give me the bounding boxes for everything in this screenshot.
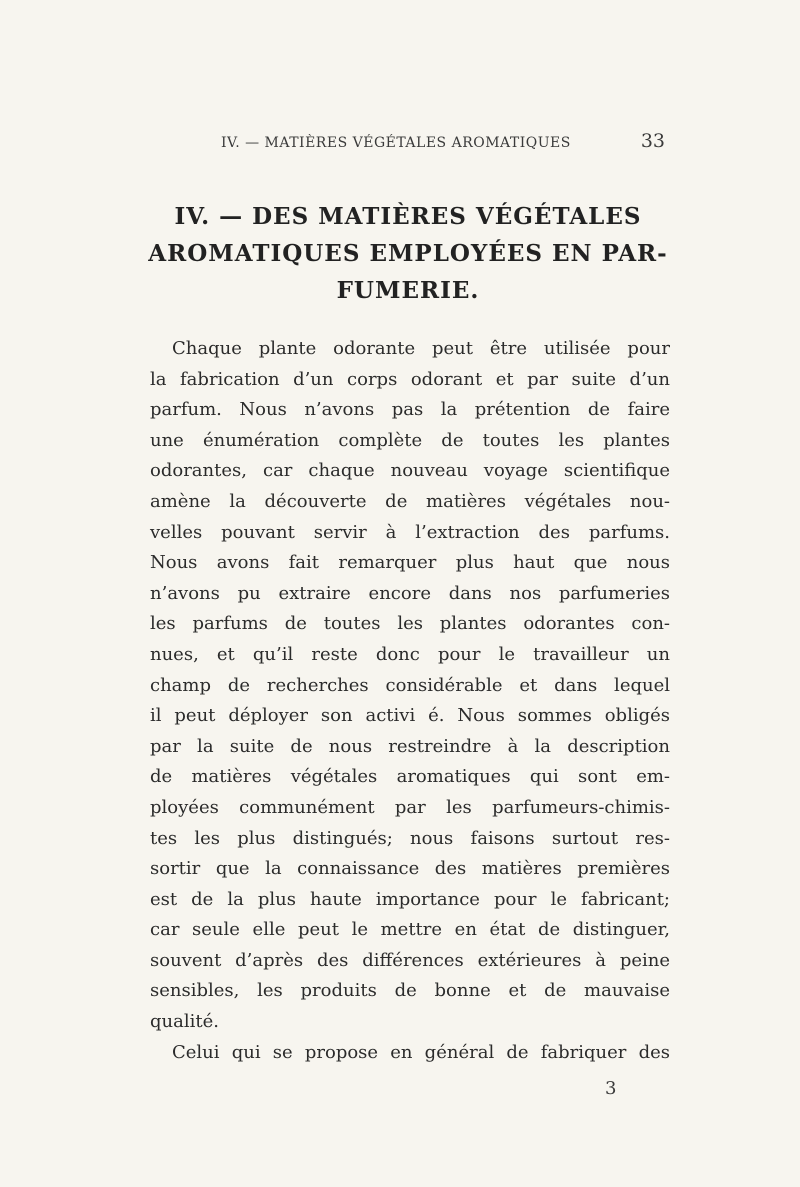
page-number: 33 — [640, 130, 665, 152]
text-line: il peut déployer son activi é. Nous sommes obligés — [150, 705, 670, 727]
text-line: une énumération complète de toutes les plantes — [150, 429, 670, 451]
text-line: de matières végétales aromatiques qui sont em- — [150, 766, 670, 788]
signature-mark: 3 — [605, 1078, 617, 1099]
text-line: car seule elle peut le mettre en état de distinguer, — [150, 919, 670, 941]
text-line: ployées communément par les parfumeurs-chimis- — [150, 796, 670, 818]
text-line: Chaque plante odorante peut être utilisée pour — [172, 338, 670, 359]
running-head-title: IV. — MATIÈRES VÉGÉTALES AROMATIQUES — [221, 135, 571, 151]
text-line: tes les plus distingués; nous faisons surtout res- — [150, 827, 670, 849]
text-line: nues, et qu’il reste donc pour le travailleur un — [150, 643, 670, 665]
text-line: odorantes, car chaque nouveau voyage scientifique — [150, 460, 670, 482]
text-line: amène la découverte de matières végétales nou- — [150, 490, 670, 512]
text-line: Celui qui se propose en général de fabriquer des — [172, 1041, 670, 1063]
text-line: la fabrication d’un corps odorant et par suite d’un — [150, 368, 670, 390]
text-line: sensibles, les produits de bonne et de mauvaise — [150, 980, 670, 1002]
text-line: sortir que la connaissance des matières premières — [150, 858, 670, 880]
text-line: parfum. Nous n’avons pas la prétention de faire — [150, 399, 670, 421]
text-line: les parfums de toutes les plantes odorantes con- — [150, 613, 670, 635]
text-line: est de la plus haute importance pour le fabricant; — [150, 888, 670, 910]
text-line: champ de recherches considérable et dans lequel — [150, 674, 670, 696]
chapter-title — [148, 198, 668, 309]
text-line: Nous avons fait remarquer plus haut que nous — [150, 552, 670, 574]
text-line: souvent d’après des différences extérieures à peine — [150, 949, 670, 971]
chapter-title-line: FUMERIE. — [336, 277, 480, 304]
text-line: qualité. — [150, 1011, 219, 1033]
chapter-title-line: IV. — DES MATIÈRES VÉGÉTALES — [174, 203, 642, 230]
running-head — [221, 130, 665, 152]
text-line: par la suite de nous restreindre à la description — [150, 735, 670, 757]
chapter-title-line: AROMATIQUES EMPLOYÉES EN PAR- — [148, 240, 668, 267]
text-line: velles pouvant servir à l’extraction des parfums. — [150, 521, 670, 543]
body-text — [150, 334, 670, 1068]
text-line: n’avons pu extraire encore dans nos parfumeries — [150, 582, 670, 604]
